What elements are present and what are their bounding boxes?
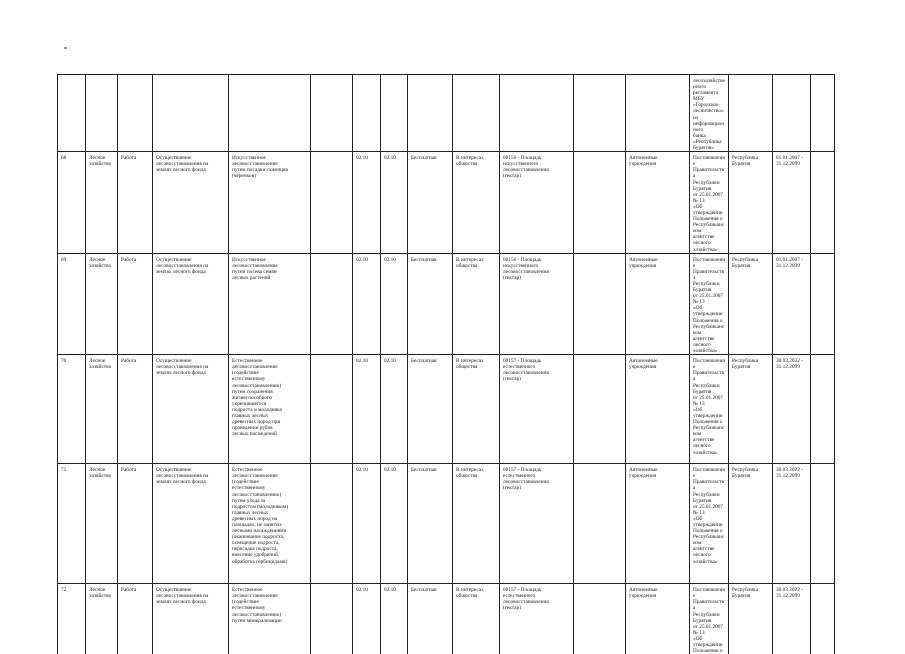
cell-empty-3 [811, 152, 835, 254]
cell-indicator-text: 00157 - Площадь естественного лесовосстановления (гектар) [503, 467, 549, 492]
cell-type [118, 152, 153, 254]
cell-activity-text: Осуществление лесовосстановления на землях лесного фонда [156, 155, 209, 174]
cell-type [118, 75, 153, 152]
cell-legal-act-text: Постановление Правительства Республики Бурятия от 25.01.2007 № 13 «Об утверждении Положения о Республиканском агентстве лесного хозяйства» [693, 358, 726, 456]
cell-recipient [626, 584, 690, 654]
cell-period-text: 30.03.2022 - 31.12.2099 [776, 587, 803, 600]
cell-code-1 [353, 253, 381, 355]
cell-indicator [500, 75, 574, 152]
cell-region-text: Республика Бурятия [732, 587, 759, 600]
cell-type [118, 464, 153, 584]
cell-type-text: Работа [121, 467, 137, 474]
cell-indicator-text: 00156 - Площадь искусственного лесовосстановления (гектар) [503, 155, 549, 180]
cell-empty-2 [574, 75, 626, 152]
cell-empty-3 [811, 253, 835, 355]
cell-legal-act [690, 584, 729, 654]
table-row [58, 464, 835, 584]
cell-recipient-text: Автономные учреждения [629, 256, 658, 269]
cell-code-2-text: 02.10 [384, 467, 396, 474]
cell-activity [153, 75, 229, 152]
cell-type-text: Работа [121, 587, 137, 594]
cell-legal-act-text: Постановление Правительства Республики Бурятия от 25.01.2007 № 13 «Об утверждении Положения о [693, 587, 726, 654]
cell-number [58, 355, 86, 464]
cell-number-text: 68 [61, 155, 67, 162]
cell-interest-text: В интересах общества [456, 358, 484, 371]
cell-indicator-text: 00156 - Площадь искусственного лесовосстановления (гектар) [503, 256, 549, 281]
cell-region [729, 152, 773, 254]
cell-sector [86, 75, 118, 152]
cell-basis [408, 152, 453, 254]
cell-empty-2 [574, 355, 626, 464]
cell-period-text: 30.03.2022 - 31.12.2099 [776, 358, 803, 371]
cell-code-2-text: 02.10 [384, 155, 396, 162]
cell-legal-act-text: Постановление Правительства Республики Бурятия от 25.01.2007 № 13 «Об утверждении Положения о Республиканском агентстве лесного хозяйства» [693, 467, 726, 565]
cell-legal-act-text: лесохозяйственного регламента МБУ «Городское лесничество» из информационного банка «Республика Бурятия» [693, 78, 725, 152]
cell-type-text: Работа [121, 155, 137, 162]
cell-code-1 [353, 355, 381, 464]
cell-code-1 [353, 464, 381, 584]
cell-code-2-text: 02.10 [384, 256, 396, 263]
cell-interest [453, 464, 500, 584]
registry-table [57, 74, 835, 654]
cell-sector-text: Лесное хозяйство [89, 358, 112, 371]
cell-indicator [500, 152, 574, 254]
cell-legal-act-text: Постановление Правительства Республики Бурятия от 25.01.2007 № 13 «Об утверждении Положения о Республиканском агентстве лесного хозяйства» [693, 155, 726, 253]
cell-period [773, 75, 811, 152]
cell-basis [408, 584, 453, 654]
cell-interest [453, 355, 500, 464]
cell-period [773, 152, 811, 254]
cell-code-2 [381, 253, 408, 355]
cell-basis [408, 464, 453, 584]
table-row [58, 253, 835, 355]
cell-empty-2 [574, 464, 626, 584]
cell-recipient [626, 464, 690, 584]
cell-basis [408, 355, 453, 464]
cell-basis-text: Бесплатная [411, 467, 437, 474]
scan-speck [64, 47, 67, 49]
cell-basis-text: Бесплатная [411, 358, 437, 365]
cell-type-text: Работа [121, 256, 137, 263]
cell-period [773, 464, 811, 584]
cell-period [773, 355, 811, 464]
cell-activity-text: Осуществление лесовосстановления на землях лесного фонда [156, 587, 209, 606]
cell-activity [153, 464, 229, 584]
cell-region [729, 75, 773, 152]
cell-number [58, 584, 86, 654]
cell-empty-3 [811, 355, 835, 464]
cell-legal-act [690, 355, 729, 464]
table-row [58, 355, 835, 464]
cell-method-text: Искусственное лесовосстановление путем посева семян лесных растений [232, 256, 278, 281]
cell-empty-1 [311, 253, 353, 355]
table-row [58, 75, 835, 152]
cell-type [118, 355, 153, 464]
cell-method-text: Естественное лесовосстановление (содействие естественному лесовосстановлению) путем минерализации [232, 587, 282, 624]
cell-basis-text: Бесплатная [411, 256, 437, 263]
cell-activity-text: Осуществление лесовосстановления на землях лесного фонда [156, 467, 209, 486]
cell-activity-text: Осуществление лесовосстановления на землях лесного фонда [156, 358, 209, 377]
cell-interest-text: В интересах общества [456, 155, 484, 168]
cell-code-2 [381, 584, 408, 654]
cell-basis [408, 75, 453, 152]
cell-number [58, 464, 86, 584]
cell-indicator [500, 464, 574, 584]
cell-code-1-text: 02.10 [356, 358, 368, 365]
cell-code-2-text: 02.10 [384, 587, 396, 594]
cell-code-2 [381, 355, 408, 464]
cell-sector-text: Лесное хозяйство [89, 587, 112, 600]
cell-legal-act [690, 75, 729, 152]
cell-code-2 [381, 75, 408, 152]
table-row [58, 152, 835, 254]
cell-code-2 [381, 464, 408, 584]
cell-number-text: 69 [61, 256, 67, 263]
cell-empty-1 [311, 355, 353, 464]
cell-sector-text: Лесное хозяйство [89, 155, 112, 168]
cell-period [773, 584, 811, 654]
cell-activity [153, 253, 229, 355]
cell-basis-text: Бесплатная [411, 587, 437, 594]
cell-recipient [626, 75, 690, 152]
cell-empty-3 [811, 464, 835, 584]
cell-empty-2 [574, 152, 626, 254]
cell-interest [453, 75, 500, 152]
cell-empty-3 [811, 75, 835, 152]
cell-recipient [626, 253, 690, 355]
cell-method [229, 464, 311, 584]
cell-indicator [500, 355, 574, 464]
cell-code-1-text: 02.10 [356, 587, 368, 594]
cell-type [118, 584, 153, 654]
cell-code-1 [353, 152, 381, 254]
cell-region [729, 464, 773, 584]
cell-activity [153, 152, 229, 254]
cell-indicator-text: 00157 - Площадь естественного лесовосстановления (гектар) [503, 358, 549, 383]
cell-legal-act-text: Постановление Правительства Республики Бурятия от 25.01.2007 № 13 «Об утверждении Положения о Республиканском агентстве лесного хозяйства» [693, 256, 726, 355]
cell-region [729, 355, 773, 464]
cell-code-1-text: 02.10 [356, 467, 368, 474]
cell-empty-1 [311, 152, 353, 254]
cell-method-text: Естественное лесовосстановление (содействие естественному лесовосстановлению) путем сохранения жизнеспособного укрепившегося подроста и молодняка главных лесных древесных пород при проведении рубок лесных насаждений [232, 358, 282, 438]
cell-number-text: 72 [61, 587, 67, 594]
cell-sector [86, 464, 118, 584]
cell-empty-1 [311, 464, 353, 584]
cell-region-text: Республика Бурятия [732, 467, 759, 480]
cell-type [118, 253, 153, 355]
cell-basis [408, 253, 453, 355]
cell-empty-1 [311, 584, 353, 654]
cell-recipient-text: Автономные учреждения [629, 467, 658, 480]
cell-empty-3 [811, 584, 835, 654]
cell-period-text: 01.01.2007 - 31.12.2099 [776, 155, 803, 168]
cell-sector-text: Лесное хозяйство [89, 256, 112, 269]
cell-number [58, 75, 86, 152]
cell-code-1 [353, 75, 381, 152]
cell-interest-text: В интересах общества [456, 256, 484, 269]
cell-method-text: Искусственное лесовосстановление путем посадки саженцев (черенков) [232, 155, 288, 180]
cell-interest-text: В интересах общества [456, 587, 484, 600]
cell-code-1 [353, 584, 381, 654]
cell-method [229, 584, 311, 654]
cell-method [229, 75, 311, 152]
cell-activity [153, 355, 229, 464]
cell-recipient-text: Автономные учреждения [629, 358, 658, 371]
cell-method [229, 253, 311, 355]
cell-region-text: Республика Бурятия [732, 256, 759, 269]
cell-period [773, 253, 811, 355]
cell-code-1-text: 02.10 [356, 155, 368, 162]
cell-sector [86, 584, 118, 654]
cell-method [229, 355, 311, 464]
cell-method-text: Естественное лесовосстановление (содействие естественному лесовосстановлению) путем ухода за подростом (молодняком) главных лесных древесных пород на площадях, не занятых лесными насаждениями (окашивание подроста, освещение подроста, пересадка подроста, внесение удобрений, обработка гербицидами) [232, 467, 289, 565]
cell-empty-2 [574, 584, 626, 654]
cell-sector [86, 355, 118, 464]
cell-type-text: Работа [121, 358, 137, 365]
cell-code-2 [381, 152, 408, 254]
cell-basis-text: Бесплатная [411, 155, 437, 162]
cell-number-text: 70 [61, 358, 67, 365]
cell-empty-1 [311, 75, 353, 152]
cell-recipient [626, 152, 690, 254]
table-row [58, 584, 835, 654]
cell-number [58, 152, 86, 254]
cell-period-text: 01.01.2007 - 31.12.2099 [776, 256, 803, 269]
cell-activity [153, 584, 229, 654]
cell-code-1-text: 02.10 [356, 256, 368, 263]
cell-activity-text: Осуществление лесовосстановления на землях лесного фонда [156, 256, 209, 275]
cell-recipient-text: Автономные учреждения [629, 155, 658, 168]
cell-legal-act [690, 152, 729, 254]
cell-recipient [626, 355, 690, 464]
cell-region-text: Республика Бурятия [732, 155, 759, 168]
cell-region-text: Республика Бурятия [732, 358, 759, 371]
cell-empty-2 [574, 253, 626, 355]
cell-recipient-text: Автономные учреждения [629, 587, 658, 600]
cell-code-2-text: 02.10 [384, 358, 396, 365]
cell-indicator-text: 00157 - Площадь естественного лесовосстановления (гектар) [503, 587, 549, 612]
cell-region [729, 584, 773, 654]
cell-legal-act [690, 253, 729, 355]
cell-number-text: 71 [61, 467, 67, 474]
cell-region [729, 253, 773, 355]
cell-interest [453, 253, 500, 355]
cell-interest [453, 152, 500, 254]
cell-number [58, 253, 86, 355]
cell-period-text: 30.03.2022 - 31.12.2099 [776, 467, 803, 480]
cell-sector [86, 253, 118, 355]
cell-method [229, 152, 311, 254]
cell-interest [453, 584, 500, 654]
cell-indicator [500, 584, 574, 654]
cell-sector-text: Лесное хозяйство [89, 467, 112, 480]
cell-sector [86, 152, 118, 254]
cell-indicator [500, 253, 574, 355]
cell-interest-text: В интересах общества [456, 467, 484, 480]
cell-legal-act [690, 464, 729, 584]
